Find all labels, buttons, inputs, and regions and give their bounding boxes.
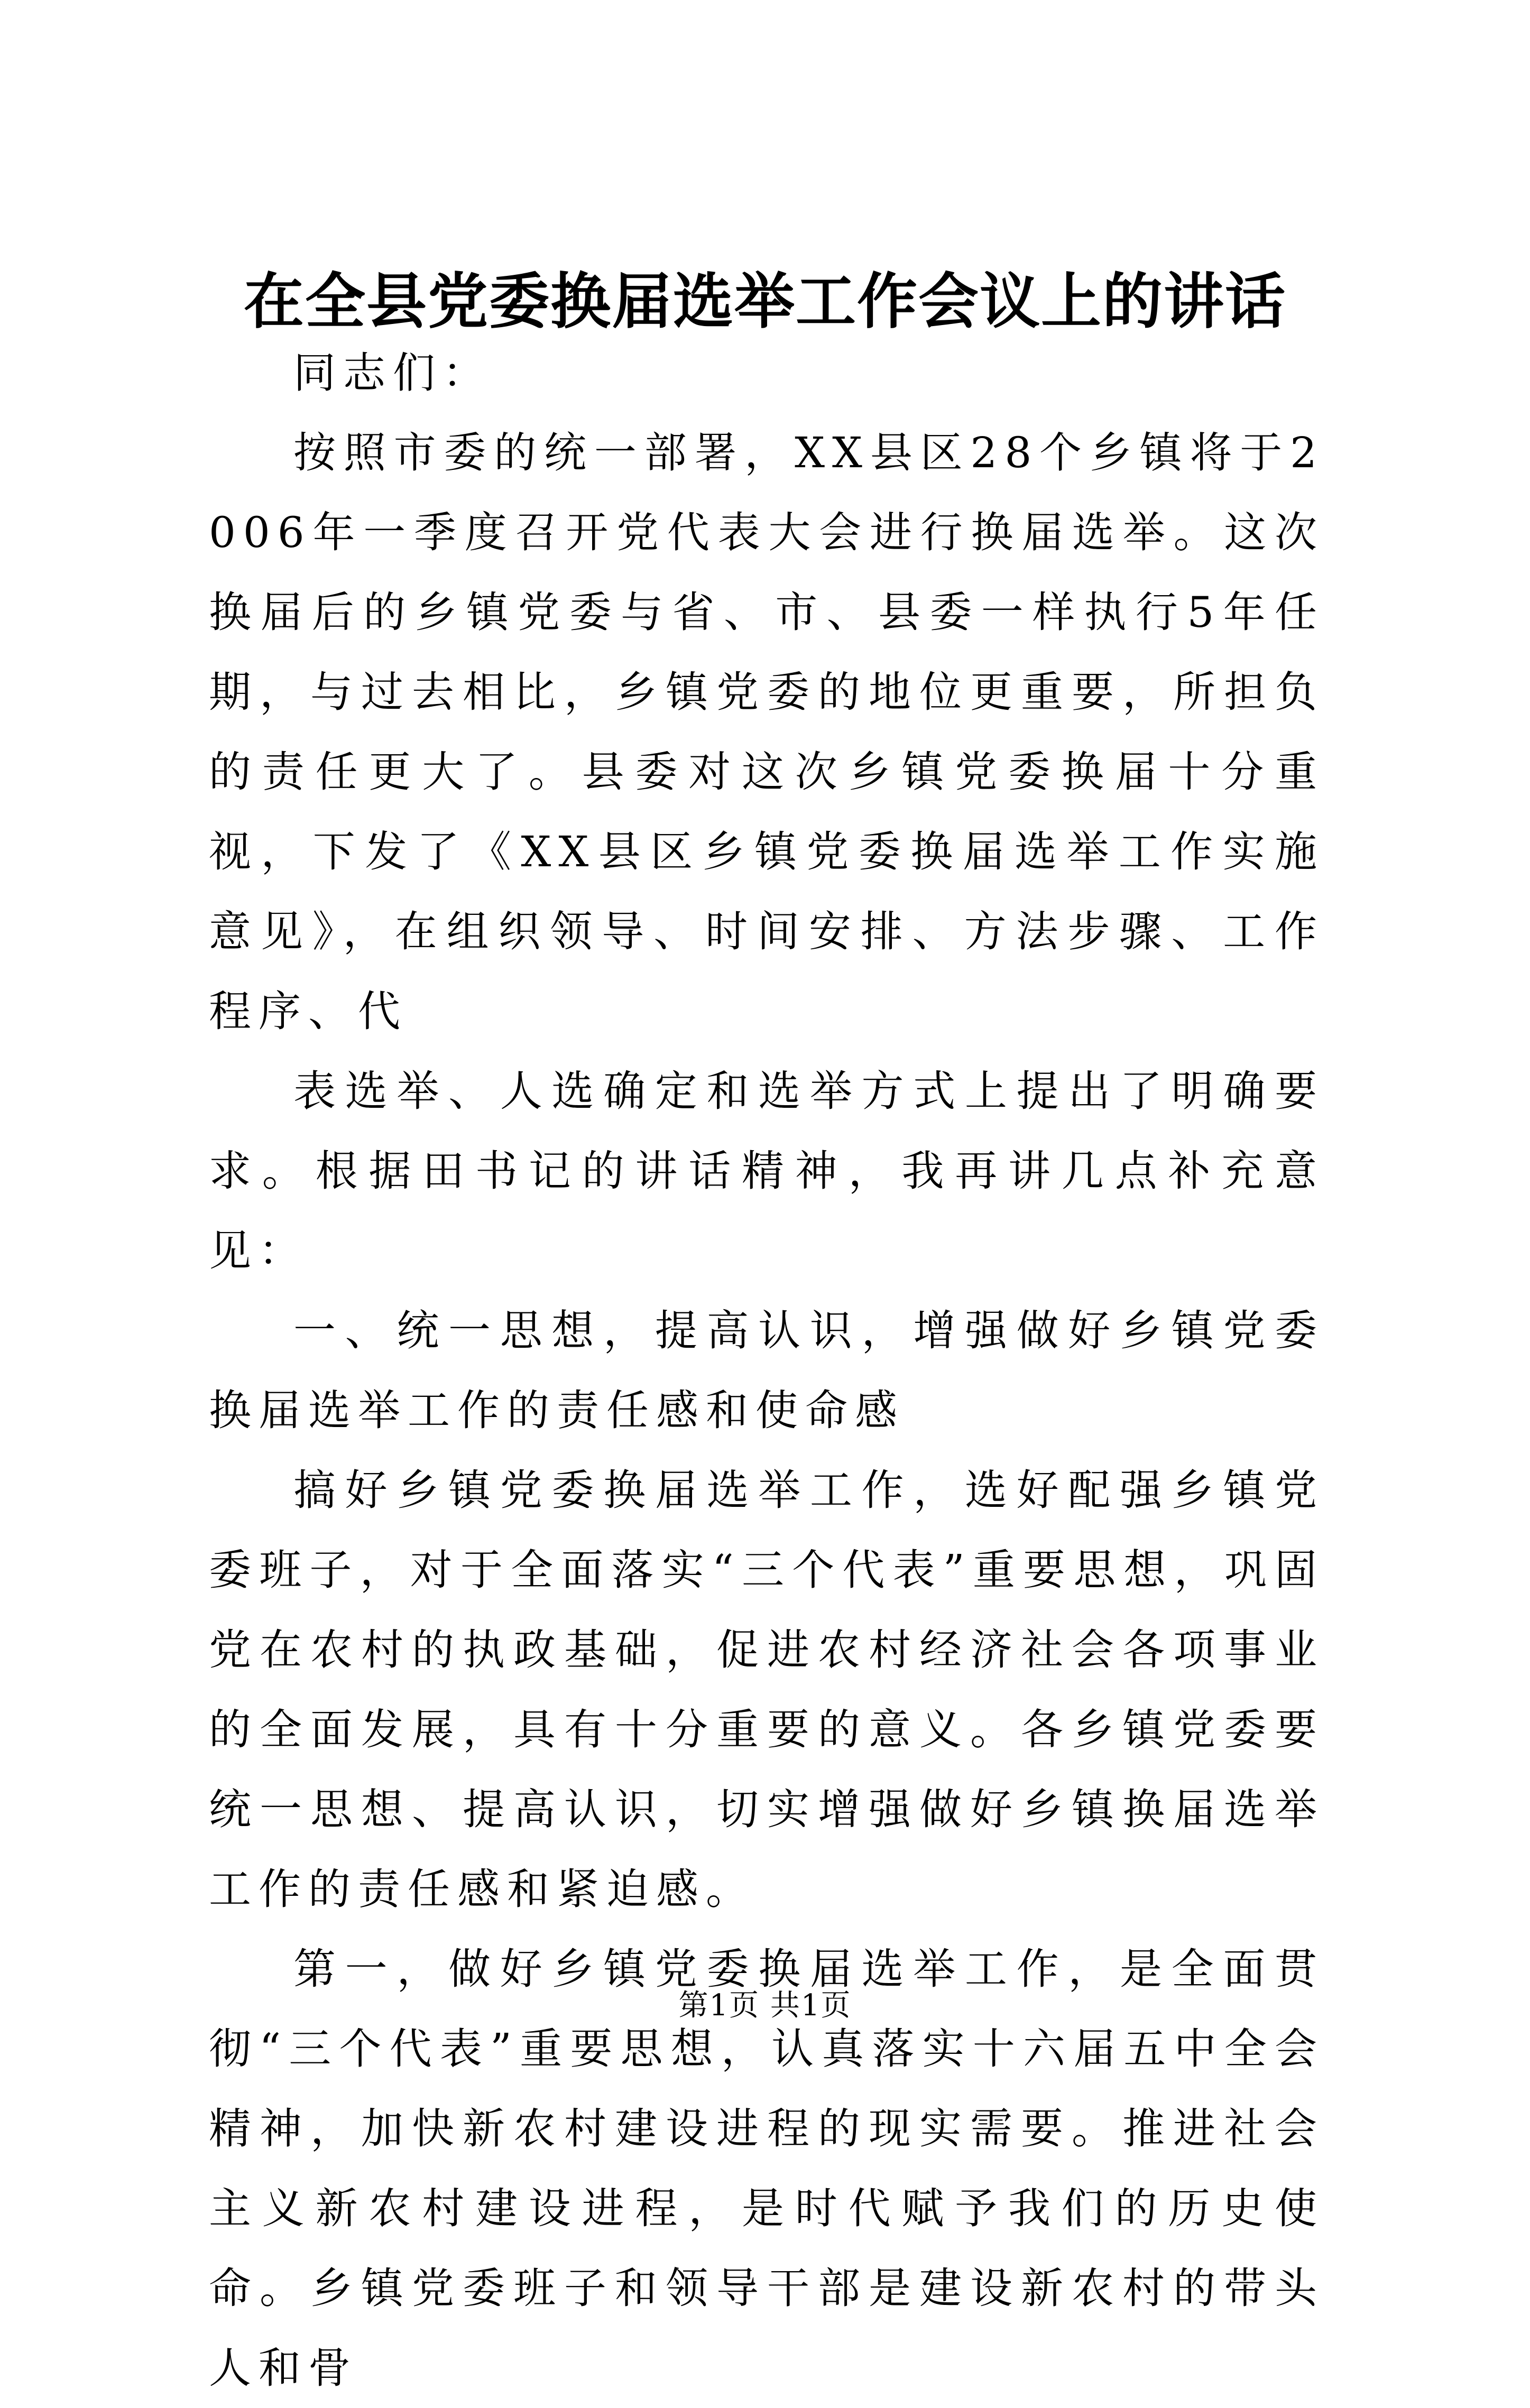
body-paragraph-3: 搞好乡镇党委换届选举工作，选好配强乡镇党委班子，对于全面落实“三个代表”重要思想，巩固党在农村的执政基础，促进农村经济社会各项事业的全面发展，具有十分重要的意义。各乡镇党委要统一思想、提高认识，切实增强做好乡镇换届选举工作的责任感和紧迫感。 bbox=[209, 1466, 1324, 1914]
body-paragraph-1: 按照市委的统一部署，XX县区28个乡镇将于2006年一季度召开党代表大会进行换届选举。这次换届后的乡镇党委与省、市、县委一样执行5年任期，与过去相比，乡镇党委的地位更重要，所担负的责任更大了。县委对这次乡镇党委换届十分重视，下发了《XX县区乡镇党委换届选举工作实施意见》，在组织领导、时间安排、方法步骤、工作程序、代 bbox=[209, 428, 1324, 1036]
salutation-paragraph: 同志们： bbox=[293, 348, 492, 397]
page-footer: 第1页 共1页 bbox=[678, 1988, 852, 2023]
body-paragraph-4: 第一，做好乡镇党委换届选举工作，是全面贯彻“三个代表”重要思想，认真落实十六届五中全会精神，加快新农村建设进程的现实需要。推进社会主义新农村建设进程，是时代赋予我们的历史使命。乡镇党委班子和领导干部是建设新农村的带头人和骨 bbox=[209, 1944, 1324, 2393]
body-paragraph-2: 表选举、人选确定和选举方式上提出了明确要求。根据田书记的讲话精神，我再讲几点补充意见： bbox=[209, 1067, 1324, 1275]
document-title: 在全县党委换届选举工作会议上的讲话 bbox=[243, 266, 1286, 337]
document-body bbox=[209, 333, 1324, 2408]
section-heading-1: 一、统一思想，提高认识，增强做好乡镇党委换届选举工作的责任感和使命感 bbox=[209, 1306, 1324, 1435]
